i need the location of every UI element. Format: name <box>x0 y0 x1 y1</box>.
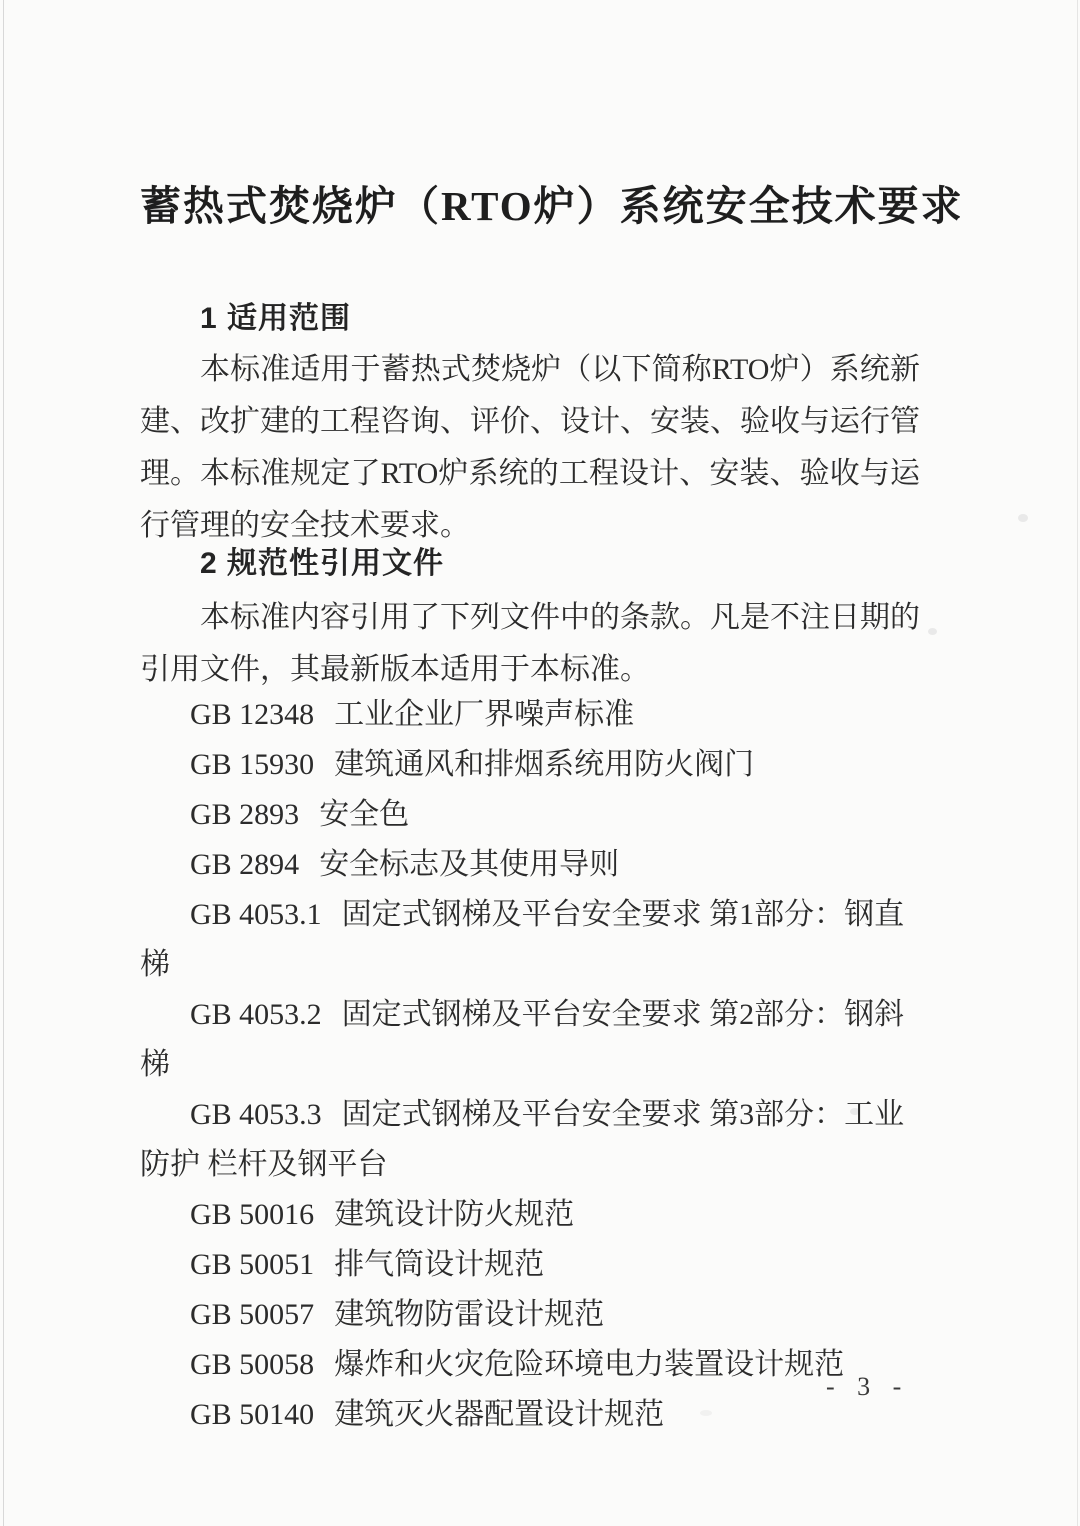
reference-item <box>140 790 920 840</box>
reference-code: GB 4053.2 <box>190 998 322 1031</box>
reference-code: GB 2893 <box>190 798 300 831</box>
reference-title: 建筑灭火器配置设计规范 <box>334 1398 665 1431</box>
reference-item <box>140 990 920 1090</box>
section-heading-normative-references: 2 规范性引用文件 <box>200 547 445 580</box>
reference-code: GB 50051 <box>190 1248 315 1281</box>
reference-item <box>140 740 920 790</box>
reference-title: 固定式钢梯及平台安全要求 第1部分：钢直梯 <box>140 898 905 981</box>
reference-title: 安全色 <box>319 798 410 831</box>
paragraph-scope-1: 本标准适用于蓄热式焚烧炉（以下简称RTO炉）系统新建、改扩建的工程咨询、评价、设计、安装、验收与运行管理。 <box>140 353 920 490</box>
reference-code: GB 2894 <box>190 848 300 881</box>
scan-smudge <box>928 628 937 635</box>
reference-title: 安全标志及其使用导则 <box>319 848 620 881</box>
reference-list <box>140 690 920 1440</box>
paragraph-scope-2: 本标准规定了RTO炉系统的工程设计、安装、验收与运行管理的安全技术要求。 <box>140 457 920 542</box>
scan-edge-right <box>1077 0 1078 1526</box>
reference-code: GB 4053.1 <box>190 898 322 931</box>
reference-title: 建筑通风和排烟系统用防火阀门 <box>334 748 755 781</box>
reference-item <box>140 840 920 890</box>
scan-smudge <box>1018 514 1028 522</box>
reference-title: 建筑设计防火规范 <box>334 1198 575 1231</box>
section-heading-scope: 1 适用范围 <box>200 302 352 335</box>
reference-item <box>140 1240 920 1290</box>
reference-title: 工业企业厂界噪声标准 <box>334 698 635 731</box>
reference-item <box>140 1290 920 1340</box>
scan-edge-left <box>3 0 4 1526</box>
reference-title: 建筑物防雷设计规范 <box>334 1298 605 1331</box>
reference-code: GB 12348 <box>190 698 315 731</box>
reference-item <box>140 690 920 740</box>
document-title: 蓄热式焚烧炉（RTO炉）系统安全技术要求 <box>140 183 964 229</box>
reference-item <box>140 1390 920 1440</box>
page-number: - 3 - <box>826 1372 910 1401</box>
reference-code: GB 50016 <box>190 1198 315 1231</box>
reference-item <box>140 890 920 990</box>
reference-item <box>140 1340 920 1390</box>
reference-code: GB 50140 <box>190 1398 315 1431</box>
reference-code: GB 50058 <box>190 1348 315 1381</box>
reference-title: 排气筒设计规范 <box>334 1248 545 1281</box>
reference-title: 固定式钢梯及平台安全要求 第3部分：工业防护 栏杆及钢平台 <box>140 1098 905 1181</box>
reference-title: 固定式钢梯及平台安全要求 第2部分：钢斜梯 <box>140 998 905 1081</box>
reference-item <box>140 1190 920 1240</box>
reference-code: GB 15930 <box>190 748 315 781</box>
paragraph-references-intro: 本标准内容引用了下列文件中的条款。凡是不注日期的引用文件，其最新版本适用于本标准。 <box>140 601 920 686</box>
reference-code: GB 50057 <box>190 1298 315 1331</box>
reference-code: GB 4053.3 <box>190 1098 322 1131</box>
reference-title: 爆炸和火灾危险环境电力装置设计规范 <box>334 1348 845 1381</box>
reference-item <box>140 1090 920 1190</box>
